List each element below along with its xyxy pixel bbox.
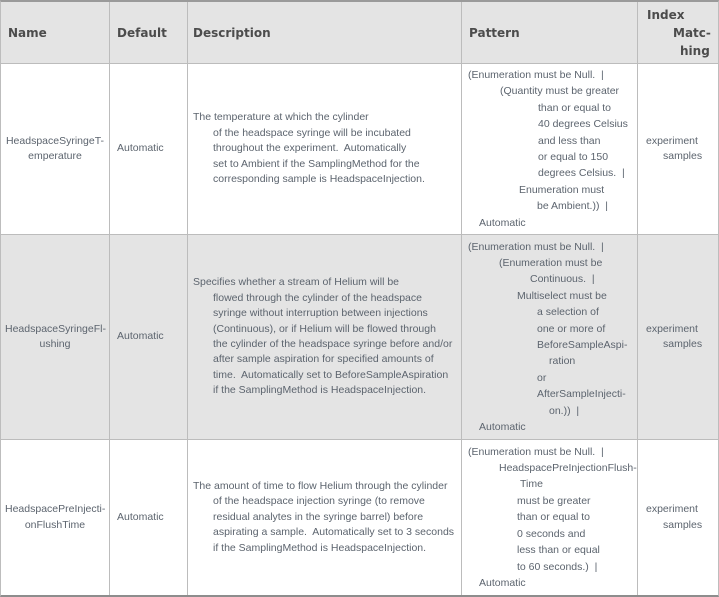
pattern-line: than or equal to — [517, 511, 590, 524]
header-cell-default — [110, 2, 188, 64]
pattern-line: AfterSampleInjecti- — [537, 388, 626, 401]
header-cell-index-matching — [638, 2, 718, 64]
default-cell — [110, 440, 188, 595]
header-label-line: hing — [680, 43, 710, 58]
option-name-line: HeadspaceSyringeT- — [5, 134, 105, 147]
description-line: set to Ambient if the SamplingMethod for the — [213, 157, 420, 170]
description-line: Specifies whether a stream of Helium will be — [193, 276, 400, 289]
description-line: residual analytes in the syringe barrel) before — [213, 510, 424, 523]
index-matching-cell — [638, 440, 718, 595]
description-line: (Continuous), or if Helium will be flowed through — [213, 322, 436, 335]
pattern-line: Automatic — [479, 216, 526, 229]
default-cell — [110, 64, 188, 235]
description-line: if the SamplingMethod is HeadspaceInjection. — [213, 384, 427, 397]
pattern-line: (Enumeration must be Null. | — [468, 240, 604, 253]
pattern-line: 0 seconds and — [517, 527, 586, 540]
pattern-line: 40 degrees Celsius — [538, 118, 628, 131]
pattern-line: degrees Celsius. | — [538, 167, 625, 180]
header-label-line: Default — [117, 25, 167, 40]
pattern-line: (Enumeration must be — [499, 256, 603, 269]
pattern-line: (Enumeration must be Null. | — [468, 68, 604, 81]
description-line: The amount of time to flow Helium through the cylinder — [193, 479, 448, 492]
pattern-line: or — [537, 371, 547, 384]
pattern-line: be Ambient.)) | — [537, 200, 609, 213]
pattern-line: less than or equal — [517, 544, 600, 557]
description-line: of the headspace syringe will be incubated — [213, 126, 411, 139]
option-name-line: HeadspacePreInjecti- — [5, 503, 106, 516]
name-cell — [1, 440, 110, 595]
description-cell — [188, 440, 462, 595]
description-line: corresponding sample is HeadspaceInjection. — [213, 173, 425, 186]
description-line: of the headspace injection syringe (to remove — [213, 495, 425, 508]
pattern-line: to 60 seconds.) | — [517, 560, 598, 573]
header-label-line: Matc- — [673, 25, 711, 40]
pattern-line: Enumeration must — [519, 183, 605, 196]
pattern-line: Time — [520, 478, 543, 491]
pattern-line: HeadspacePreInjectionFlush- — [499, 462, 637, 475]
pattern-line: ration — [549, 355, 576, 368]
pattern-line: BeforeSampleAspi- — [537, 339, 628, 351]
pattern-line: (Enumeration must be Null. | — [468, 445, 604, 458]
description-line: time. Automatically set to BeforeSampleAspiration — [213, 368, 449, 381]
header-cell-name — [1, 2, 110, 64]
description-line: after sample aspiration for specified amounts of — [213, 353, 434, 366]
pattern-line: on.)) | — [549, 404, 580, 417]
header-label-line: Description — [193, 25, 271, 40]
pattern-line: (Quantity must be greater — [500, 85, 620, 98]
default-value: Automatic — [117, 330, 164, 343]
index-matching-line: samples — [663, 150, 703, 162]
option-name-line: ushing — [39, 338, 71, 350]
index-matching-line: samples — [663, 338, 703, 350]
pattern-line: Continuous. | — [530, 273, 595, 286]
pattern-cell — [462, 64, 638, 235]
description-line: syringe without interruption between injections — [213, 307, 428, 320]
name-cell — [1, 64, 110, 235]
pattern-line: one or more of — [537, 322, 606, 335]
pattern-line: a selection of — [537, 306, 599, 319]
description-line: the cylinder of the headspace syringe before and/or — [213, 338, 453, 350]
description-cell — [188, 235, 462, 440]
header-cell-pattern — [462, 2, 638, 64]
header-cell-description — [188, 2, 462, 64]
description-line: flowed through the cylinder of the headspace — [213, 291, 422, 304]
pattern-line: must be greater — [517, 494, 591, 507]
description-line: The temperature at which the cylinder — [193, 111, 369, 124]
pattern-cell — [462, 235, 638, 440]
index-matching-line: experiment — [646, 503, 698, 516]
pattern-line: and less than — [538, 134, 601, 147]
pattern-line: Automatic — [479, 576, 526, 589]
pattern-cell — [462, 440, 638, 595]
index-matching-line: experiment — [646, 134, 698, 147]
option-name-line: emperature — [28, 150, 82, 162]
pattern-line: Multiselect must be — [517, 289, 607, 302]
default-value: Automatic — [117, 510, 164, 523]
index-matching-cell — [638, 64, 718, 235]
pattern-line: Automatic — [479, 421, 526, 434]
pattern-line: than or equal to — [538, 101, 611, 114]
option-name-line: onFlushTime — [24, 518, 86, 531]
header-label-line: Pattern — [469, 25, 520, 40]
description-line: if the SamplingMethod is HeadspaceInjection. — [213, 541, 427, 554]
index-matching-cell — [638, 235, 718, 440]
header-label-line: Index — [647, 7, 685, 22]
option-name-line: HeadspaceSyringeFl- — [5, 322, 106, 335]
index-matching-line: experiment — [646, 322, 698, 335]
description-line: throughout the experiment. Automatically — [213, 142, 407, 155]
name-cell — [1, 235, 110, 440]
index-matching-line: samples — [663, 518, 703, 531]
description-cell — [188, 64, 462, 235]
default-cell — [110, 235, 188, 440]
header-label-line: Name — [8, 25, 47, 40]
pattern-line: or equal to 150 — [538, 151, 609, 163]
description-line: aspirating a sample. Automatically set to 3 seconds — [213, 526, 455, 539]
default-value: Automatic — [117, 142, 164, 155]
